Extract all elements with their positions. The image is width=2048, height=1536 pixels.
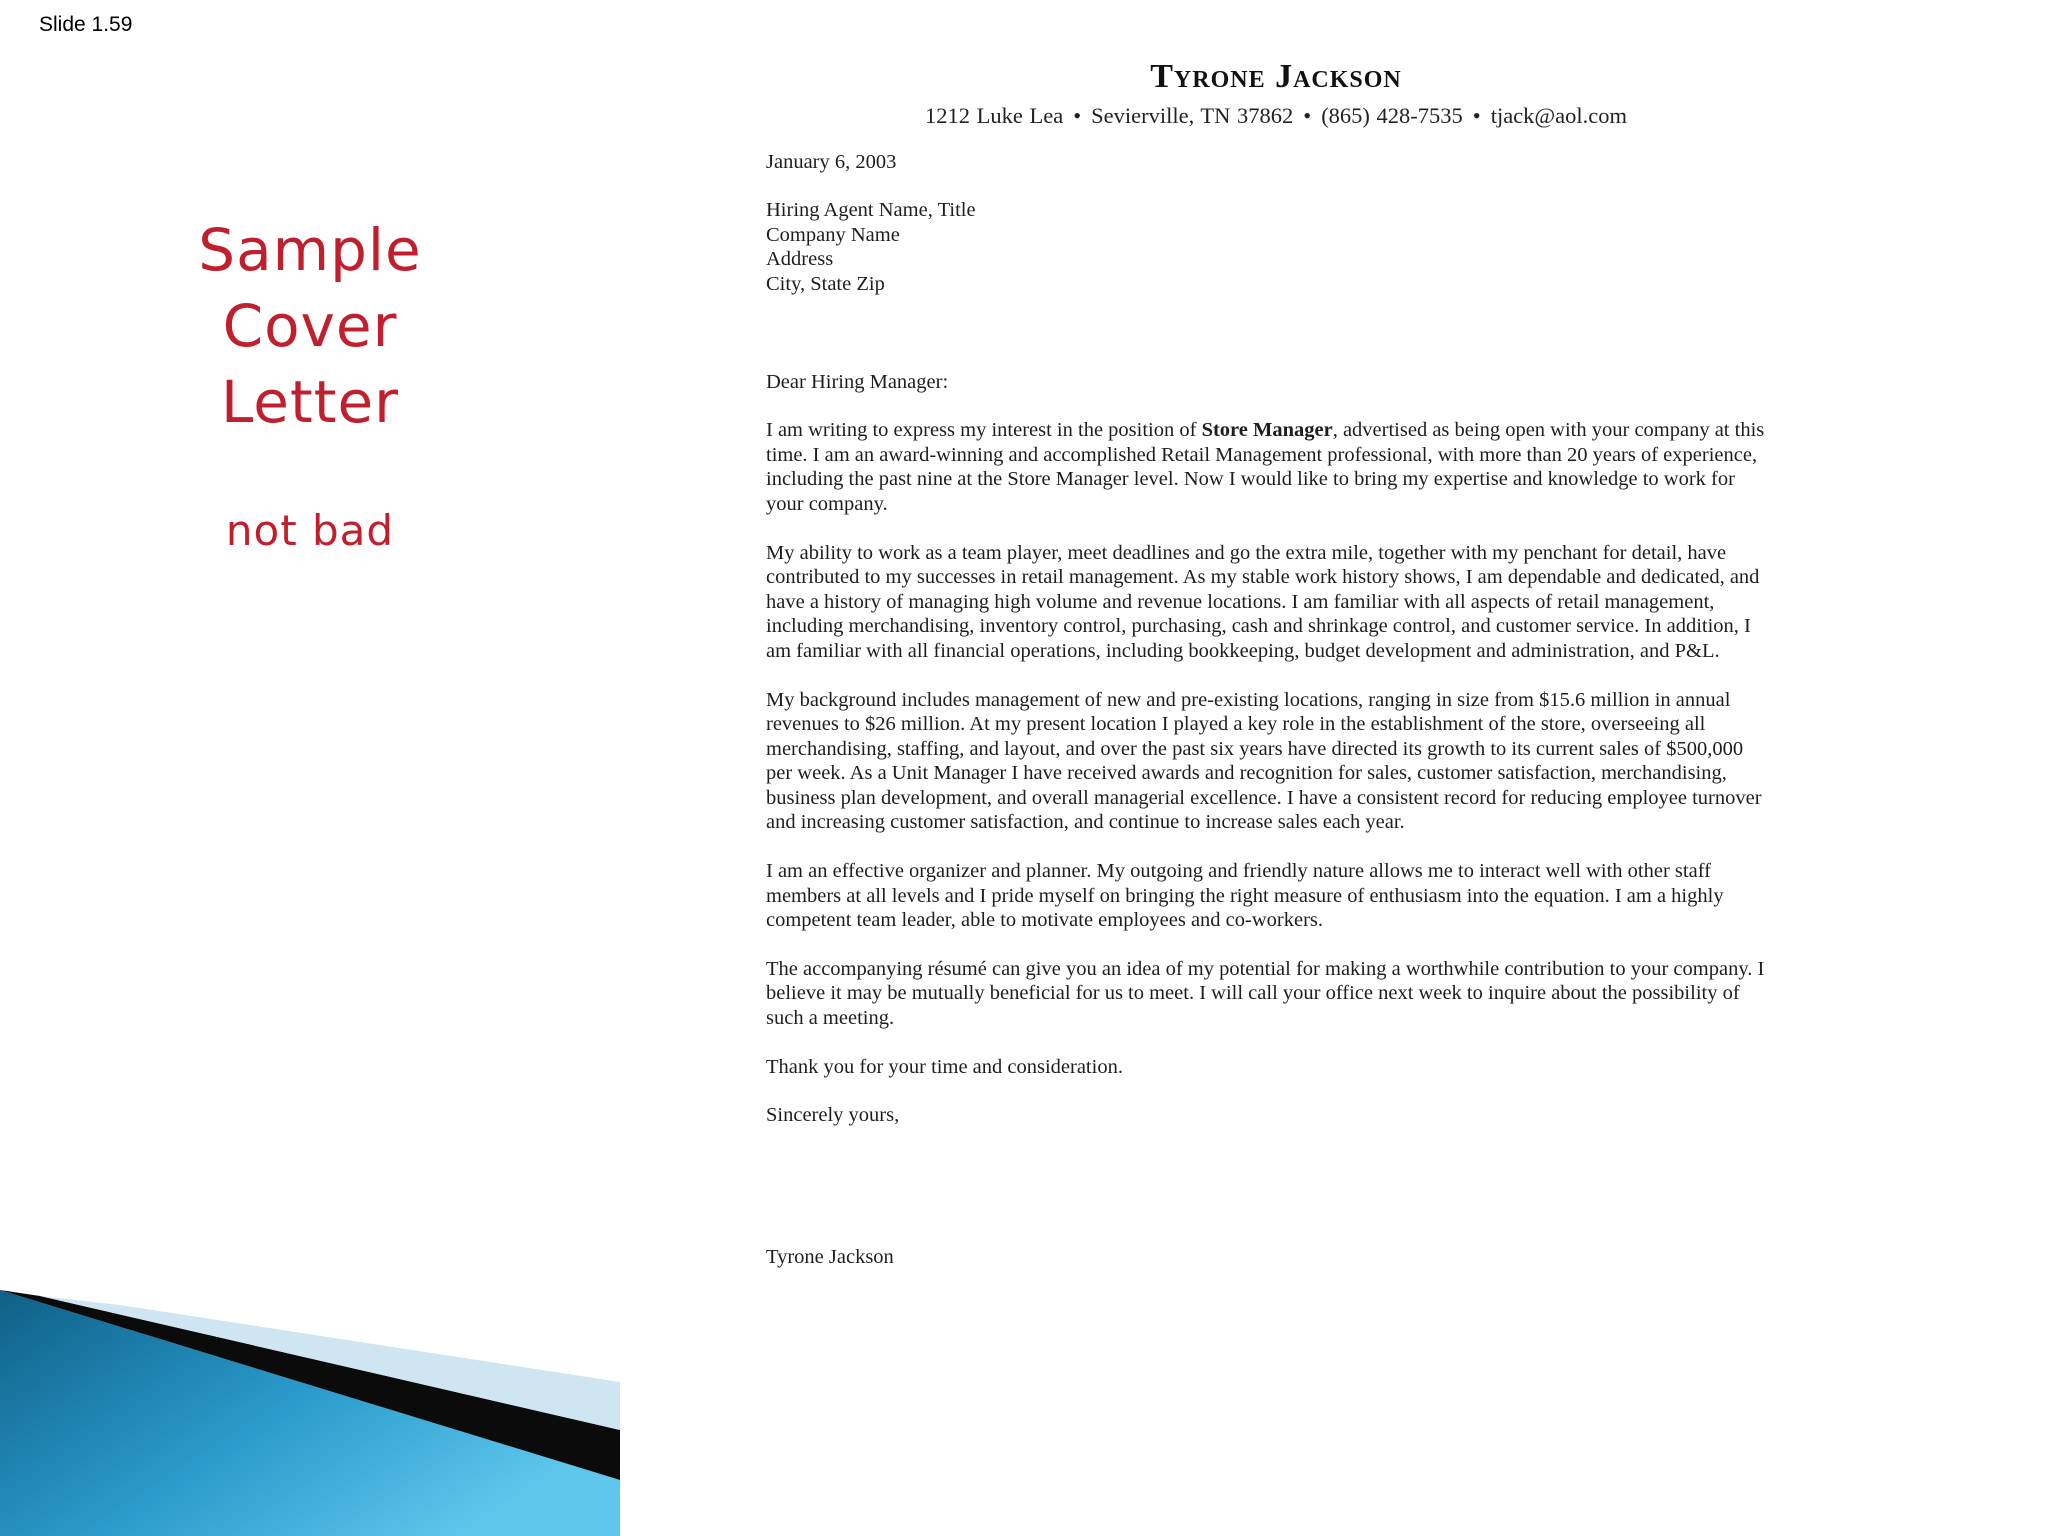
letter-paragraph — [766, 418, 1766, 516]
recipient-block — [766, 198, 1766, 296]
recipient-line: Address — [766, 248, 834, 271]
separator-dot: • — [1472, 103, 1481, 128]
sender-phone: (865) 428-7535 — [1321, 103, 1463, 128]
letter-paragraph: My ability to work as a team player, meet deadlines and go the extra mile, together with my penchant for detail, have contributed to my successes in retail management. As my stable work history shows, I am dependable and dedicated, and have a history of managing high volume and revenue locations. I am familiar with all aspects of retail management, including merchandising, inventory control, purchasing, cash and shrinkage control, and customer service. In addition, I am familiar with all financial operations, including bookkeeping, budget development and administration, and P&L. — [766, 541, 1760, 662]
letter-closing: Sincerely yours, — [766, 1104, 900, 1127]
sender-name: Tyrone Jackson — [1150, 58, 1402, 95]
letter-paragraph: Thank you for your time and consideration. — [766, 1055, 1123, 1078]
title-line: Cover — [222, 292, 398, 360]
recipient-line: Company Name — [766, 223, 900, 246]
salutation: Dear Hiring Manager: — [766, 370, 949, 393]
slide-number: Slide 1.59 — [39, 13, 133, 36]
paragraph-text: , advertised as being open with your company at this time. I am an award-winning and accomplished Retail Management professional, with more than 20 years of experience, including the past nine at the Store Manager level. Now I would like to bring my expertise and knowledge to work for your company. — [766, 419, 1765, 515]
decorative-corner-swoosh — [0, 1290, 620, 1536]
letter-signature: Tyrone Jackson — [766, 1245, 894, 1268]
letter-paragraph: My background includes management of new and pre-existing locations, ranging in size from $15.6 million in annual revenues to $26 million. At my present location I played a key role in the establishment of the store, overseeing all merchandising, staffing, and layout, and over the past six years have directed its growth to its current sales of $500,000 per week. As a Unit Manager I have received awards and recognition for sales, customer satisfaction, merchandising, business plan development, and overall managerial excellence. I have a consistent record for reducing employee turnover and increasing customer satisfaction, and continue to increase sales each year. — [766, 688, 1762, 834]
sender-city: Sevierville, TN 37862 — [1091, 103, 1294, 128]
separator-dot: • — [1303, 103, 1312, 128]
sender-email: tjack@aol.com — [1490, 103, 1627, 128]
letter-paragraph: I am an effective organizer and planner. My outgoing and friendly nature allows me to interact well with other staff members at all levels and I pride myself on bringing the right measure of enthusiasm into the equation. I am a highly competent team leader, able to motivate employees and co-workers. — [766, 860, 1724, 932]
recipient-line: City, State Zip — [766, 272, 885, 295]
slide-subtitle: not bad — [225, 506, 395, 555]
sender-address: 1212 Luke Lea — [925, 103, 1064, 128]
title-line: Letter — [221, 368, 399, 436]
title-line: Sample — [198, 216, 422, 284]
sender-contact-line — [786, 104, 1766, 129]
separator-dot: • — [1073, 103, 1082, 128]
slide-title — [175, 212, 445, 555]
cover-letter-document — [766, 55, 1766, 1269]
letter-paragraph: The accompanying résumé can give you an idea of my potential for making a worthwhile contribution to your company. I believe it may be mutually beneficial for us to meet. I will call your office next week to inquire about the possibility of such a meeting. — [766, 957, 1765, 1030]
letter-date: January 6, 2003 — [766, 150, 897, 173]
position-title: Store Manager — [1201, 419, 1333, 442]
paragraph-text: I am writing to express my interest in the position of — [766, 419, 1202, 442]
recipient-line: Hiring Agent Name, Title — [766, 199, 976, 222]
